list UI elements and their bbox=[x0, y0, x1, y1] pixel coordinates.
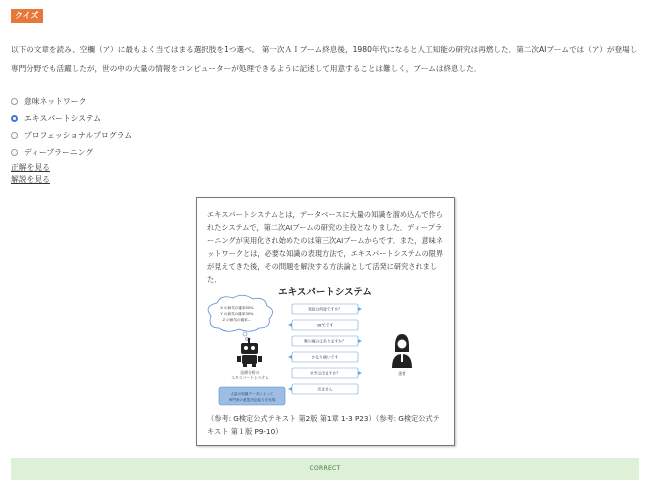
option-label: ディープラーニング bbox=[24, 148, 94, 157]
patient-icon bbox=[392, 334, 412, 368]
reference-text: （参考: G検定公式テキスト 第2版 第1章 1-3 P23）（参考: G検定公式テキスト 第１版 P9-10） bbox=[207, 414, 440, 436]
radio-button[interactable] bbox=[11, 149, 18, 156]
option-label: プロフェッショナルプログラム bbox=[24, 131, 133, 140]
quiz-badge: クイズ bbox=[11, 9, 43, 23]
radio-button[interactable] bbox=[11, 132, 18, 139]
thought-line: X の病気の確率50% bbox=[220, 306, 254, 310]
robot-label: エキスパートシステム bbox=[231, 375, 269, 380]
radio-button-selected[interactable] bbox=[11, 115, 18, 122]
question-text: 以下の文章を読み、空欄（ア）に最もよく当てはまる選択肢を1つ選べ。 第一次ＡＩブーム終息後，1980年代になると人工知能の研究は再燃した．第二次AIブームでは（ア）が登場し専門分野でも活躍したが，世の中の大量の情報をコンピューターが処理できるように記述して用意することは難しく，ブームは終息した． bbox=[11, 45, 638, 73]
radio-button[interactable] bbox=[11, 98, 18, 105]
option-semantic-network[interactable] bbox=[11, 93, 132, 110]
explanation-text: エキスパートシステムとは，データベースに大量の知識を溜め込んで作られたシステムで，第二次AIブームの研究の主役となりました．ディープラーニングが実用化され始めたのは第三次AIブームからです．また，意味ネットワークとは，必要な知識の表現方法で，エキスパートシステムの限界が見えてきた後，その問題を解決する方法論として活発に研究されました． bbox=[207, 210, 444, 284]
data-box-label: 大量の知識データによって bbox=[230, 392, 274, 396]
thought-line: Y の病気の確率30% bbox=[220, 312, 254, 316]
knowledge-data-box bbox=[219, 387, 285, 405]
dialog-doctor: 発症は何度ですか？ bbox=[307, 306, 343, 312]
dialog-patient: 38℃です bbox=[316, 322, 334, 328]
thought-line: Z の病気の確率… bbox=[222, 318, 252, 322]
dialog-doctor: せきは出ますか？ bbox=[309, 370, 341, 376]
diagram-title: エキスパートシステム bbox=[278, 287, 372, 298]
explanation-card bbox=[196, 197, 455, 446]
show-explanation-link[interactable]: 解説を見る bbox=[11, 175, 50, 184]
dialog-patient: かなり痛いです bbox=[311, 354, 339, 360]
expert-system-diagram bbox=[197, 284, 454, 412]
option-deep-learning[interactable] bbox=[11, 144, 132, 161]
option-label: エキスパートシステム bbox=[24, 114, 102, 123]
thought-cloud bbox=[208, 295, 272, 340]
show-answer-link[interactable]: 正解を見る bbox=[11, 163, 50, 172]
data-box-label: 専門家の意思決定能力を実現 bbox=[228, 398, 276, 402]
answer-links bbox=[11, 162, 50, 186]
robot-label: 医療分野の bbox=[240, 370, 260, 375]
dialog-bubbles bbox=[288, 304, 362, 394]
answer-options bbox=[11, 93, 132, 161]
option-expert-system[interactable] bbox=[11, 110, 132, 127]
option-professional-program[interactable] bbox=[11, 127, 132, 144]
patient-label: 患者 bbox=[398, 371, 406, 376]
dialog-doctor: 喉の痛みはありますか？ bbox=[304, 338, 346, 344]
correct-status-banner: CORRECT bbox=[11, 458, 639, 480]
robot-icon bbox=[237, 338, 262, 367]
option-label: 意味ネットワーク bbox=[24, 97, 87, 106]
dialog-patient: 出ません bbox=[317, 386, 333, 392]
